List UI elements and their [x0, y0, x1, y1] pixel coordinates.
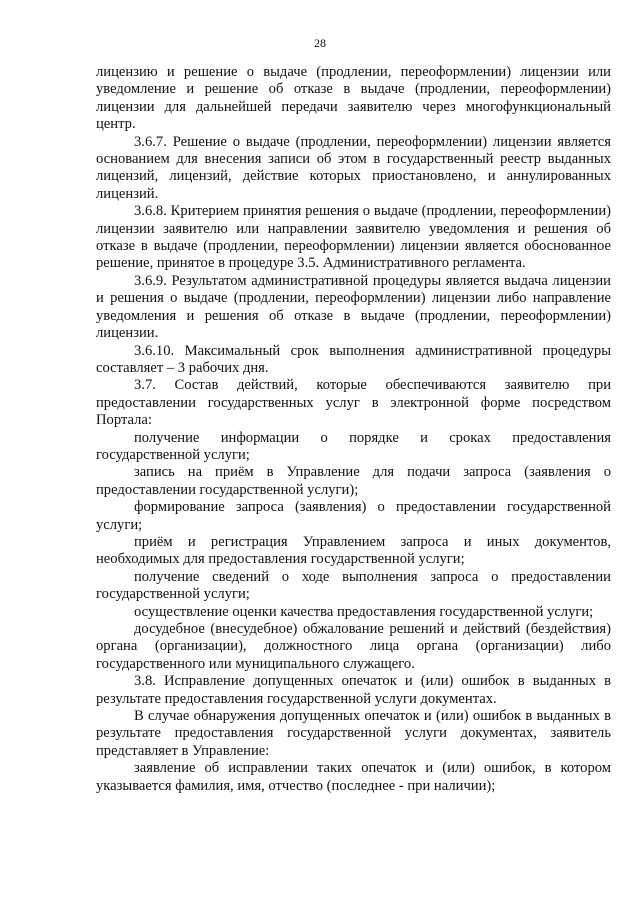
paragraph-3-6-9: 3.6.9. Результатом административной процедуры является выдача лицензии и решения о выдаче (продлении, переоформлении) лицензии либо направление уведомления и решения об отказе в выдаче (продлении, переоформлении) лицензии. [96, 272, 611, 342]
paragraph-3-6-8: 3.6.8. Критерием принятия решения о выдаче (продлении, переоформлении) лицензии заявителю или направлении заявителю уведомления и решения об отказе в выдаче (продлении, переоформлении) лицензии является обоснованное решение, принятое в процедуре 3.5. Административного регламента. [96, 203, 611, 272]
page-number: 28 [314, 36, 326, 50]
list-item-appeal: досудебное (внесудебное) обжалование решений и действий (бездействия) органа (организации), должностного лица органа (организации) либо государственного или муниципального служащего. [96, 621, 611, 672]
paragraph-license-continuation: лицензию и решение о выдаче (продлении, переоформлении) лицензии или уведомление и решение об отказе в выдаче (продлении, переоформлении) лицензии для дальнейшей передачи заявителю через многофункциональный центр. [96, 64, 611, 133]
list-item-request-forming: формирование запроса (заявления) о предоставлении государственной услуги; [96, 499, 611, 533]
paragraph-errors-found: В случае обнаружения допущенных опечаток и (или) ошибок в выданных в результате предоставления государственной услуги документах, заявитель представляет в Управление: [96, 708, 611, 759]
list-item-status: получение сведений о ходе выполнения запроса о предоставлении государственной услуги; [96, 568, 611, 603]
list-item-info: получение информации о порядке и сроках предоставления государственной услуги; [96, 429, 611, 463]
paragraph-3-6-7: 3.6.7. Решение о выдаче (продлении, переоформлении) лицензии является основанием для внесения записи об этом в государственный реестр выданных лицензий, лицензий, действие которых приостановлено, и аннулированных лицензий. [96, 133, 611, 202]
paragraph-3-6-10: 3.6.10. Максимальный срок выполнения административной процедуры составляет – 3 рабочих дня. [96, 342, 611, 376]
paragraph-3-8: 3.8. Исправление допущенных опечаток и (или) ошибок в выданных в результате предоставления государственной услуги документах. [96, 673, 611, 707]
paragraph-correction-statement: заявление об исправлении таких опечаток и (или) ошибок, в котором указывается фамилия, имя, отчество (последнее - при наличии); [96, 760, 611, 794]
list-item-quality: осуществление оценки качества предоставления государственной услуги; [134, 603, 594, 620]
document-body [96, 64, 611, 795]
list-item-registration: приём и регистрация Управлением запроса и иных документов, необходимых для предоставления государственной услуги; [96, 533, 611, 568]
list-item-appointment: запись на приём в Управление для подачи запроса (заявления о предоставлении государственной услуги); [96, 464, 611, 498]
paragraph-3-7: 3.7. Состав действий, которые обеспечиваются заявителю при предоставлении государственных услуг в электронной форме посредством Портала: [96, 377, 611, 429]
